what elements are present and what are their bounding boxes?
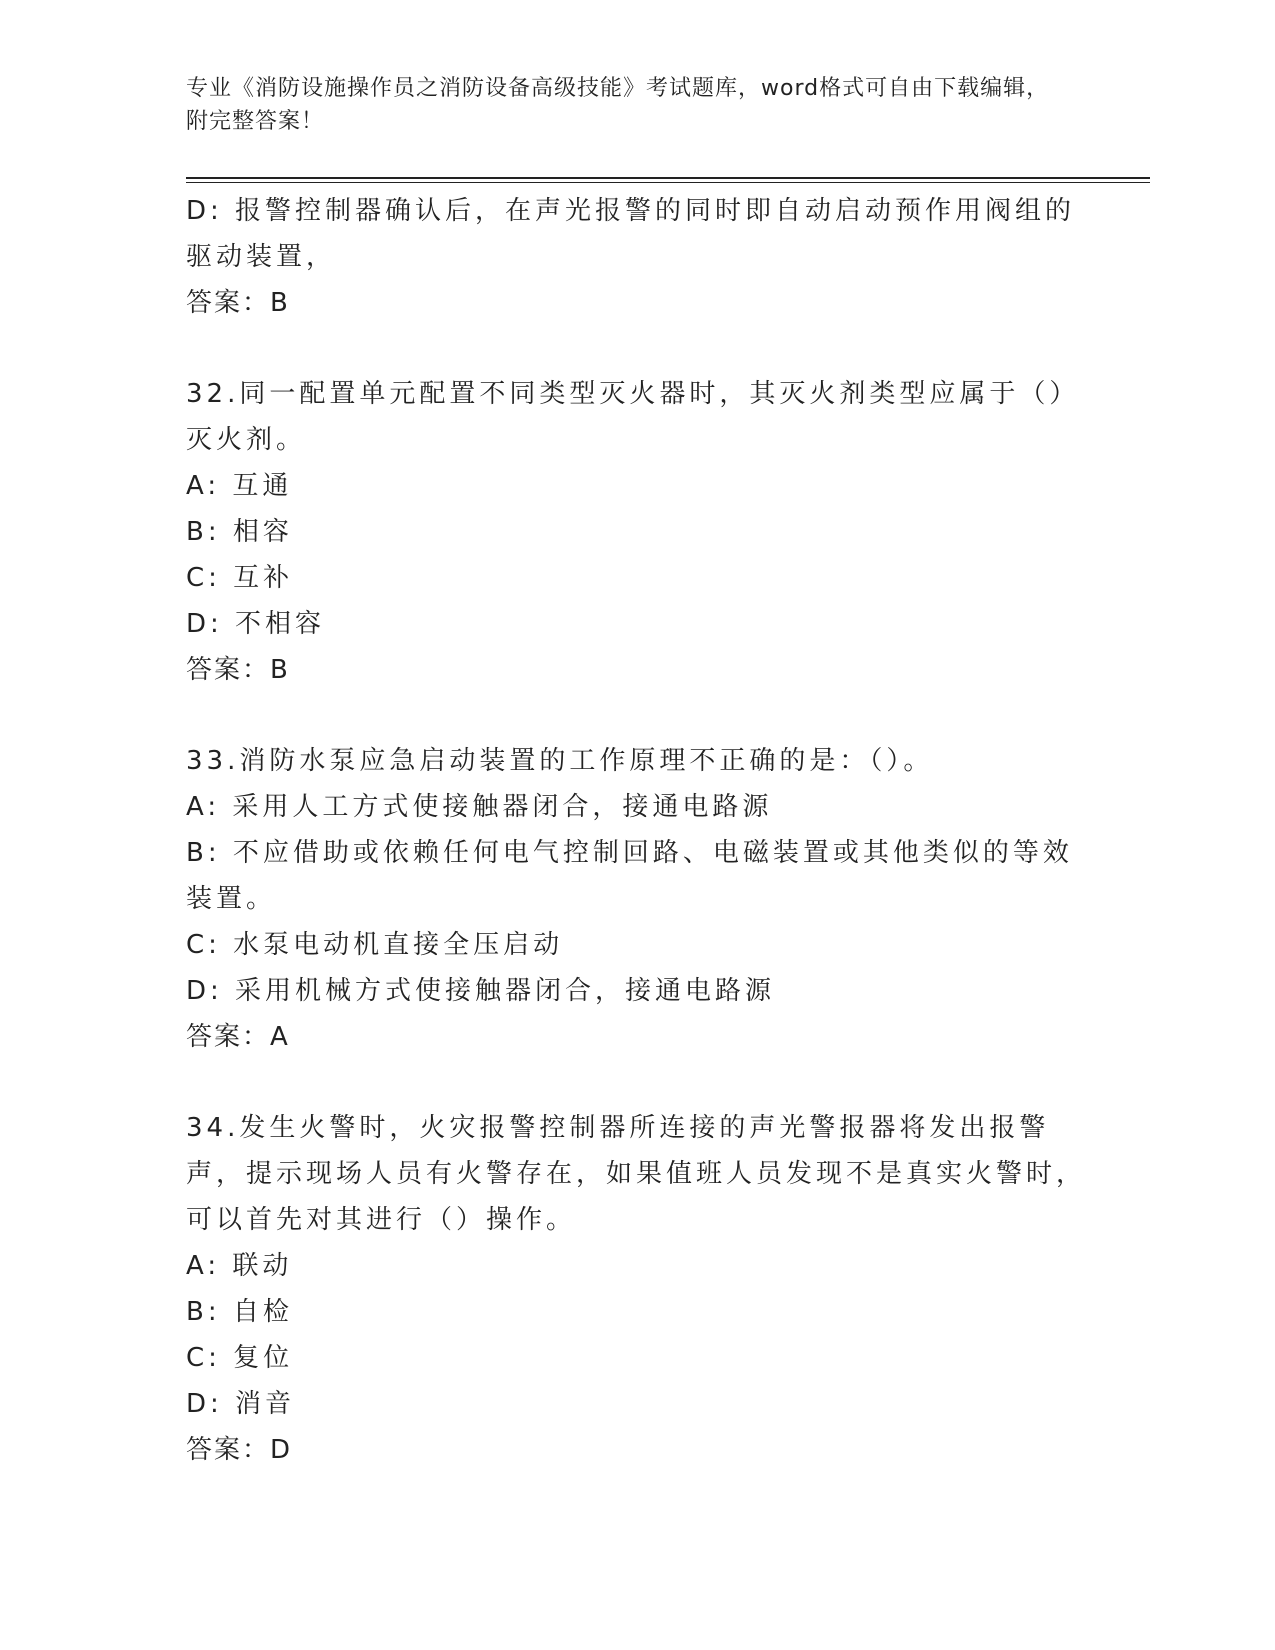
option-c: C: 互补 [186, 563, 294, 593]
option-b: B: 自检 [186, 1297, 293, 1327]
option-d: D: 消音 [186, 1389, 296, 1419]
spacer [186, 326, 1086, 371]
option-d: D: 采用机械方式使接触器闭合，接通电路源 [186, 976, 776, 1006]
answer-line: 答案：A [186, 1022, 290, 1052]
option-b: B: 不应借助或依赖任何电气控制回路、电磁装置或其他类似的等效装置。 [186, 838, 1073, 914]
question-33 [186, 738, 1086, 1060]
question-stem: 32.同一配置单元配置不同类型灭火器时，其灭火剂类型应属于（）灭火剂。 [186, 379, 1080, 455]
question-stem: 33.消防水泵应急启动装置的工作原理不正确的是：（）。 [186, 746, 934, 776]
header-divider-thin [186, 182, 1150, 183]
question-34 [186, 1105, 1086, 1473]
option-a: A: 互通 [186, 471, 293, 501]
question-31-continuation [186, 188, 1086, 326]
question-stem: 34.发生火警时，火灾报警控制器所连接的声光警报器将发出报警声，提示现场人员有火警存在，如果值班人员发现不是真实火警时，可以首先对其进行（）操作。 [186, 1113, 1087, 1235]
header-divider-thick [186, 177, 1150, 179]
option-c: C: 水泵电动机直接全压启动 [186, 930, 564, 960]
question-32 [186, 371, 1086, 693]
document-header: 专业《消防设施操作员之消防设备高级技能》考试题库，word格式可自由下载编辑，附完整答案！ [186, 76, 1050, 134]
answer-line: 答案：D [186, 1435, 293, 1465]
answer-line: 答案：B [186, 288, 290, 318]
spacer [186, 693, 1086, 738]
question-list [186, 188, 1086, 1473]
option-c: C: 复位 [186, 1343, 294, 1373]
option-a: A: 联动 [186, 1251, 293, 1281]
spacer [186, 1060, 1086, 1105]
option-d: D: 不相容 [186, 609, 326, 639]
option-b: B: 相容 [186, 517, 293, 547]
answer-line: 答案：B [186, 655, 290, 685]
option-d: D: 报警控制器确认后，在声光报警的同时即自动启动预作用阀组的驱动装置， [186, 196, 1076, 272]
option-a: A: 采用人工方式使接触器闭合，接通电路源 [186, 792, 773, 822]
